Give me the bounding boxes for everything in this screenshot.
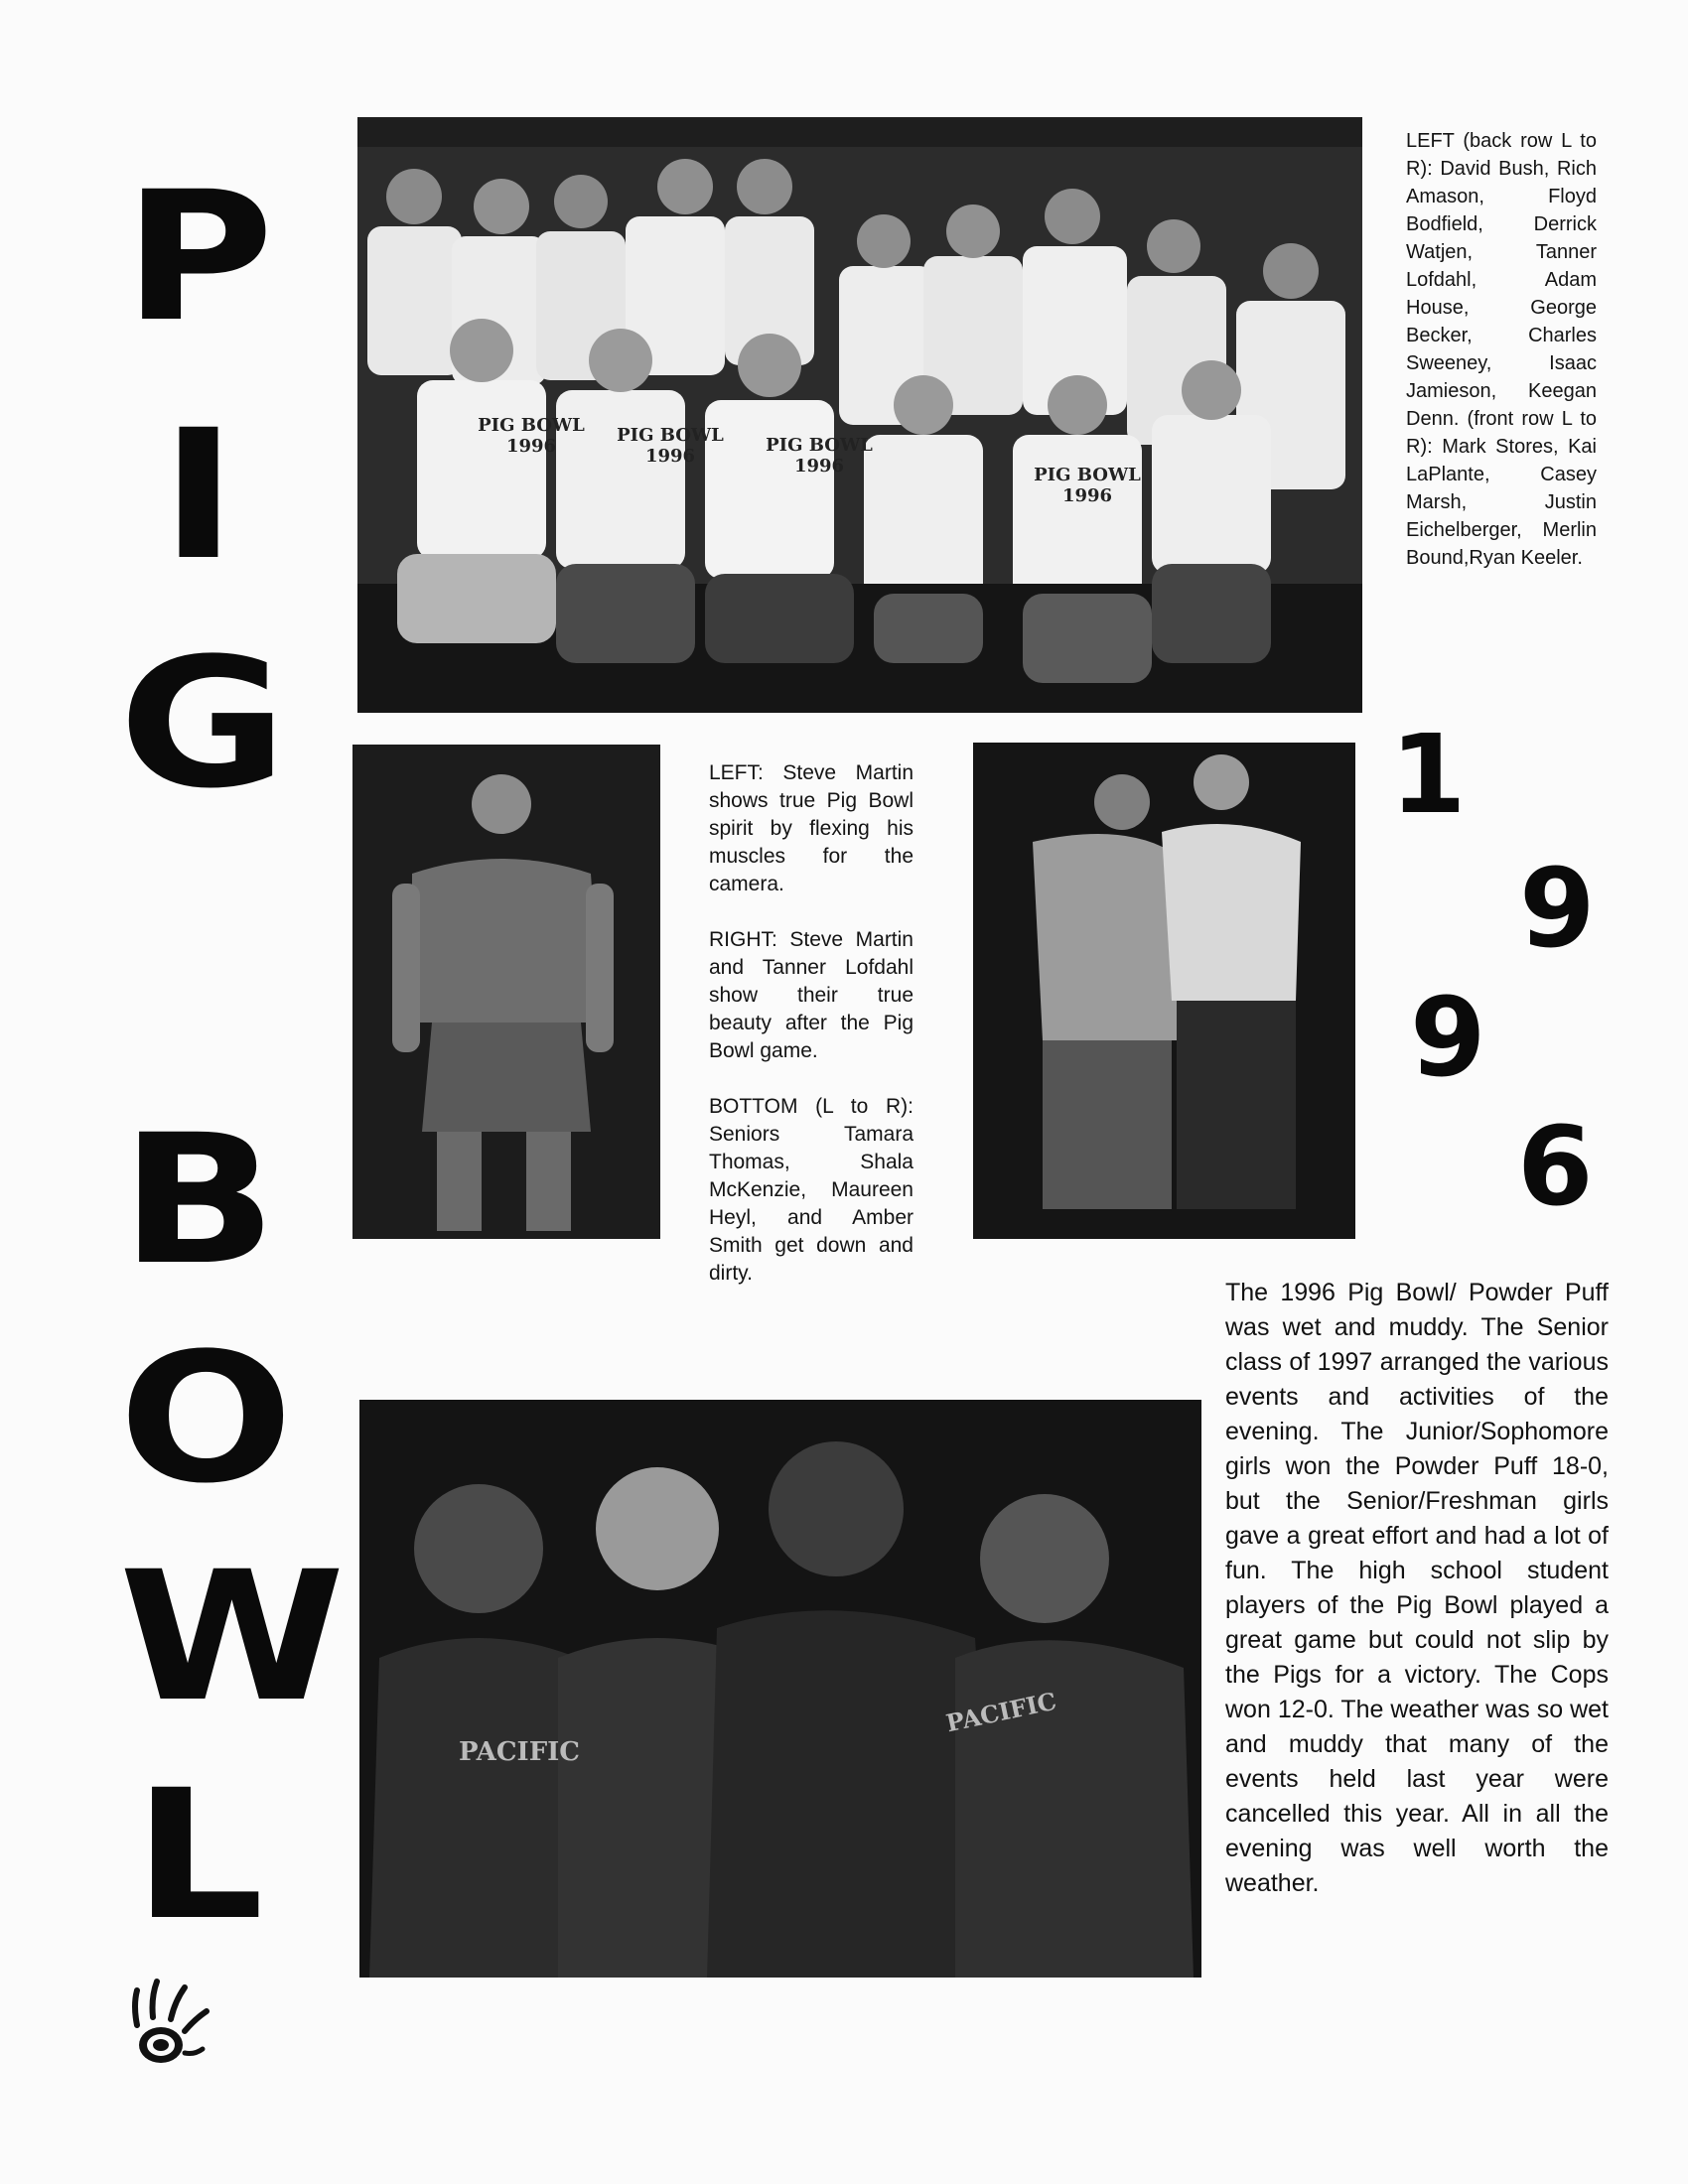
article-body: The 1996 Pig Bowl/ Powder Puff was wet and muddy. The Senior class of 1997 arranged the various events and activities of the evening. The Junior/Sophomore girls won the Powder Puff 18-0, but the Senior/Freshman girls gave a great effort and had a lot of fun. The high school student players of the Pig Bowl played a great game but could not slip by the Pigs for a victory. The Cops won 12-0. The weather was so wet and muddy that many of the events held last year were cancelled this year. All in all the evening was well worth the weather.: [1225, 1279, 1609, 1897]
year-digit-1: 1: [1390, 711, 1467, 838]
shirt-line-1: PIG BOWL: [766, 435, 873, 456]
caption-left: LEFT: Steve Martin shows true Pig Bowl spirit by flexing his muscles for the camera.: [709, 761, 914, 895]
shirt-line-2: 1996: [505, 436, 557, 457]
shirt-line-1: PIG BOWL: [617, 425, 724, 446]
shirt-line-2: 1996: [644, 446, 696, 467]
title-letter-p: P: [123, 154, 274, 361]
title-letter-i: I: [160, 392, 237, 600]
seniors-mud-photo: [359, 1400, 1201, 1978]
title-letter-b: B: [120, 1097, 277, 1304]
mud-shirt-text-2: PACIFIC: [943, 1686, 1059, 1738]
caption-bottom: BOTTOM (L to R): Seniors Tamara Thomas, Shala McKenzie, Maureen Heyl, and Amber Smith get down and dirty.: [709, 1095, 914, 1285]
paw-print-icon: [123, 1976, 212, 2075]
year-digit-6: 6: [1517, 1103, 1594, 1230]
shirt-line-2: 1996: [793, 456, 845, 477]
mud-shirt-text-1: PACIFIC: [459, 1737, 581, 1767]
team-shirt-text-3: [765, 435, 874, 477]
martin-lofdahl-photo: [973, 743, 1355, 1239]
title-letter-o: O: [118, 1315, 294, 1523]
middle-captions: [709, 759, 914, 1315]
team-shirt-text-4: [1033, 465, 1142, 506]
team-shirt-text-1: [477, 415, 586, 457]
title-letter-g: G: [118, 620, 288, 828]
year-digit-9a: 9: [1519, 845, 1596, 972]
caption-right: RIGHT: Steve Martin and Tanner Lofdahl show their true beauty after the Pig Bowl game.: [709, 928, 914, 1062]
shirt-line-2: 1996: [1061, 485, 1113, 506]
year-digit-9b: 9: [1410, 974, 1486, 1101]
title-letter-w: W: [118, 1534, 346, 1741]
team-shirt-text-2: [616, 425, 725, 467]
shirt-line-1: PIG BOWL: [1034, 465, 1141, 485]
steve-martin-photo: [352, 745, 660, 1239]
shirt-line-1: PIG BOWL: [478, 415, 585, 436]
title-letter-l: L: [133, 1752, 264, 1960]
team-photo: [357, 117, 1362, 713]
team-caption: LEFT (back row L to R): David Bush, Rich Amason, Floyd Bodfield, Derrick Watjen, Tanner Lofdahl, Adam House, George Becker, Charles Sweeney, Isaac Jamieson, Keegan Denn. (front row L to R): Mark Stores, Kai LaPlante, Casey Marsh, Justin Eichelberger, Merlin Bound,Ryan Keeler.: [1406, 130, 1597, 569]
